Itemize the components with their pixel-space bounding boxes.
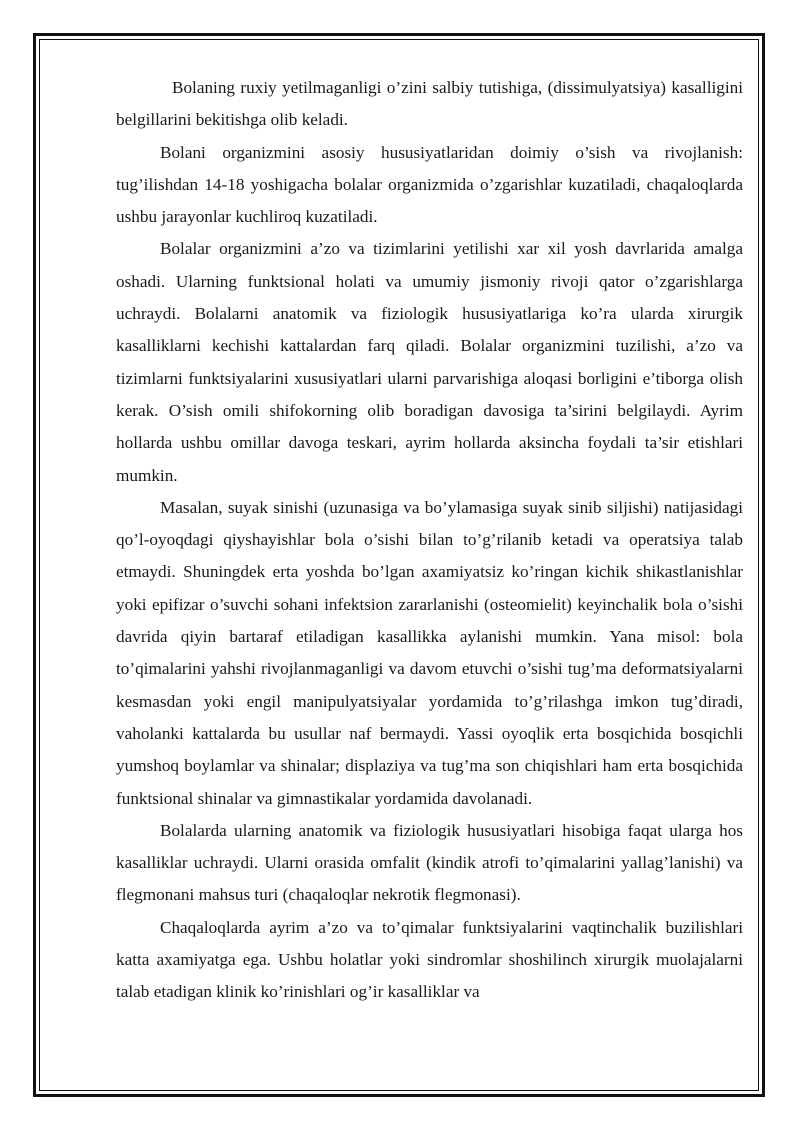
paragraph-newborn-functions: Chaqaloqlarda ayrim a’zo va to’qimalar funktsiyalarini vaqtinchalik buzilishlari katta axamiyatga ega. Ushbu holatlar yoki sindromlar shoshilinch xirurgik muolajalarni talab etadigan klinik ko’rinishlari og’ir kasalliklar va <box>116 917 743 1002</box>
paragraph-organ-systems: Bolalar organizmini a’zo va tizimlarini yetilishi xar xil yosh davrlarida amalga oshadi. Ularning funktsional holati va umumiy jismoniy rivoji qator o’zgarishlarga uchraydi. Bolalarni anatomik va fiziologik hususiyatlariga ko’ra ularda xirurgik kasalliklarni kechishi kattalardan farq qiladi. Bolalar organizmini tuzilishi, a’zo va tizimlarni funktsiyalarini xususiyatlari ularni parvarishiga aloqasi borligini e’tiborga olish kerak. O’sish omili shifokorning olib boradigan davosiga ta’sirini belgilaydi. Ayrim hollarda ushbu omillar davoga teskari, ayrim hollarda aksincha foydali ta’sir etishlari mumkin. <box>116 239 743 485</box>
paragraph-fracture-example: Masalan, suyak sinishi (uzunasiga va bo’ylamasiga suyak sinib siljishi) natijasidagi qo’l-oyoqdagi qiyshayishlar bola o’sishi bilan to’g’rilanib ketadi va operatsiya talab etmaydi. Shuningdek erta yoshda bo’lgan axamiyatsiz ko’ringan kichik shikastlanishlar yoki epifizar o’suvchi sohani infektsion zararlanishi (osteomielit) keyinchalik bola o’sishi davrida qiyin bartaraf etiladigan kasallikka aylanishi mumkin. Yana misol: bola to’qimalarini yahshi rivojlanmaganligi va davom etuvchi o’sishi tug’ma deformatsiyalarni kesmasdan yoki engil manipulyatsiyalar yordamida to’g’rilashga imkon tug’diradi, vaholanki kattalarda bu usullar naf bermaydi. Yassi oyoqlik erta bosqichida bosqichli yumshoq boylamlar va shinalar; displaziya va tug’ma son chiqishlari ham erta bosqichida funktsional shinalar va gimnastikalar yordamida davolanadi. <box>116 497 743 808</box>
paragraph-dissimulation: Bolaning ruxiy yetilmaganligi o’zini salbiy tutishiga, (dissimulyatsiya) kasalligini belgillarini bekitishga olib keladi. <box>116 78 743 130</box>
paragraph-growth-development: Bolani organizmini asosiy hususiyatlaridan doimiy o’sish va rivojlanish: tug’ilishdan 14-18 yoshigacha bolalar organizmida o’zgarishlar kuzatiladi, chaqaloqlarda ushbu jarayonlar kuchliroq kuzatiladi. <box>116 142 743 227</box>
paragraph-specific-diseases: Bolalarda ularning anatomik va fiziologik hususiyatlari hisobiga faqat ularga hos kasalliklar uchraydi. Ularni orasida omfalit (kindik atrofi to’qimalarini yallag’lanishi) va flegmonani mahsus turi (chaqaloqlar nekrotik flegmonasi). <box>116 820 743 905</box>
document-text-body <box>116 72 743 1009</box>
